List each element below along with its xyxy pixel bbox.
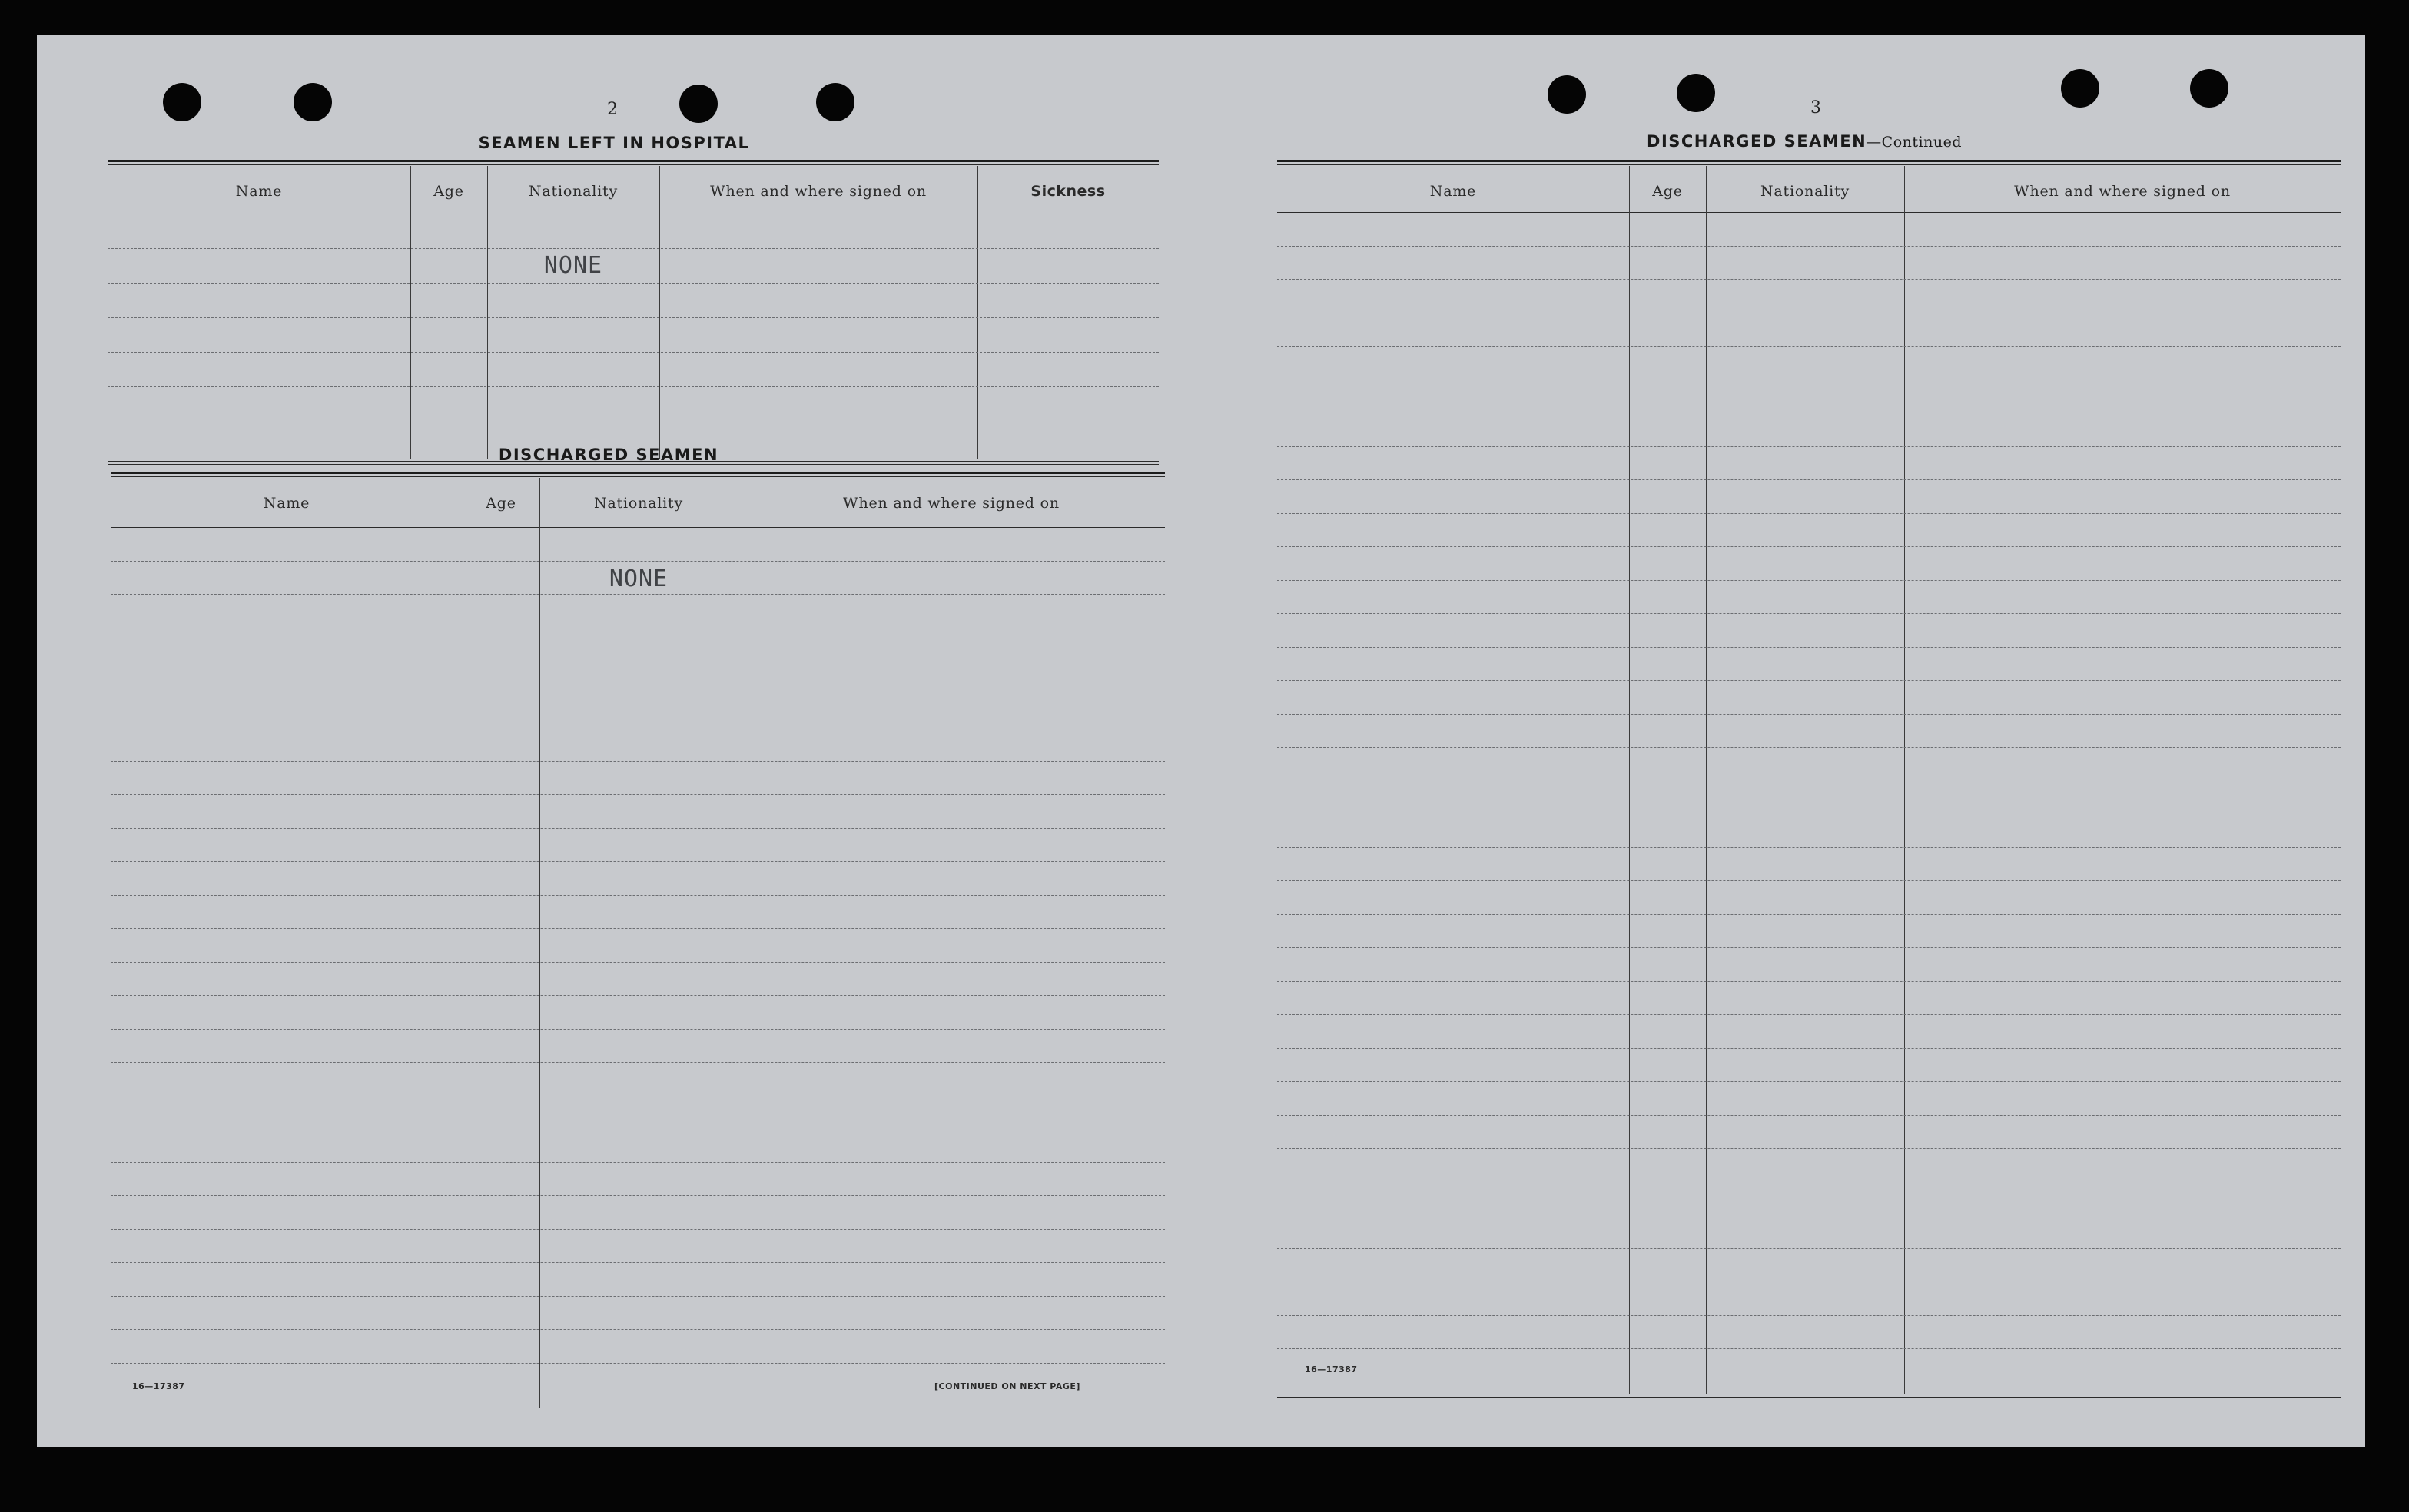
row-rule xyxy=(1277,1014,2341,1015)
discharged-section-title: DISCHARGED SEAMEN xyxy=(498,446,719,464)
column-header-when-where: When and where signed on xyxy=(843,495,1060,512)
discharged-continued-title xyxy=(1647,132,1962,151)
column-divider xyxy=(539,478,540,1408)
column-header-age: Age xyxy=(486,495,516,512)
title-text: DISCHARGED SEAMEN xyxy=(1647,132,1867,151)
column-header-name: Name xyxy=(263,495,310,512)
row-rule xyxy=(111,1329,1165,1330)
page-number: 2 xyxy=(607,100,618,119)
row-rule xyxy=(1277,914,2341,915)
row-rule xyxy=(108,386,1159,387)
row-rule xyxy=(1277,1115,2341,1116)
column-header-nationality: Nationality xyxy=(1760,183,1850,200)
row-rule xyxy=(1277,613,2341,614)
column-header-when-where: When and where signed on xyxy=(710,183,927,200)
row-rule xyxy=(1277,1315,2341,1316)
table-bottom-rule xyxy=(1277,1397,2341,1398)
header-bottom-rule xyxy=(1277,212,2341,213)
page-number: 3 xyxy=(1810,98,1821,118)
row-rule xyxy=(1277,1148,2341,1149)
form-number: 16—17387 xyxy=(1305,1364,1358,1374)
row-rule xyxy=(1277,513,2341,514)
row-rule xyxy=(1277,747,2341,748)
table-top-rule xyxy=(1277,160,2341,162)
column-divider xyxy=(977,166,978,459)
hospital-section-title: SEAMEN LEFT IN HOSPITAL xyxy=(478,134,750,152)
row-rule xyxy=(111,1363,1165,1364)
row-rule xyxy=(111,1062,1165,1063)
row-rule xyxy=(108,248,1159,249)
column-header-when-where: When and where signed on xyxy=(2014,183,2231,200)
row-rule xyxy=(111,962,1165,963)
table-top-rule xyxy=(1277,164,2341,165)
column-header-nationality: Nationality xyxy=(529,183,618,200)
row-rule xyxy=(111,1195,1165,1196)
row-rule xyxy=(111,594,1165,595)
row-rule xyxy=(108,283,1159,284)
header-bottom-rule xyxy=(111,527,1165,528)
row-rule xyxy=(1277,1348,2341,1349)
row-rule xyxy=(1277,647,2341,648)
discharged-continued-table xyxy=(1277,160,2341,1397)
row-rule xyxy=(111,761,1165,762)
row-rule xyxy=(111,861,1165,862)
row-rule xyxy=(1277,446,2341,447)
row-rule xyxy=(1277,546,2341,547)
table-top-rule xyxy=(111,476,1165,477)
document-spread xyxy=(37,35,2365,1447)
row-rule xyxy=(111,661,1165,662)
row-rule xyxy=(111,1162,1165,1163)
continued-note: [CONTINUED ON NEXT PAGE] xyxy=(934,1381,1080,1391)
row-rule xyxy=(111,928,1165,929)
row-rule xyxy=(111,794,1165,795)
column-divider xyxy=(487,166,488,459)
row-rule xyxy=(1277,246,2341,247)
form-number: 16—17387 xyxy=(132,1381,185,1391)
row-rule xyxy=(111,561,1165,562)
title-suffix: —Continued xyxy=(1866,134,1962,151)
column-header-sickness: Sickness xyxy=(1030,183,1106,200)
row-rule xyxy=(108,352,1159,353)
row-rule xyxy=(1277,279,2341,280)
none-stamp: NONE xyxy=(609,565,669,592)
row-rule xyxy=(111,895,1165,896)
row-rule xyxy=(111,1029,1165,1030)
column-divider xyxy=(659,166,660,459)
row-rule xyxy=(111,995,1165,996)
column-header-age: Age xyxy=(1652,183,1683,200)
column-header-name: Name xyxy=(1429,183,1477,200)
row-rule xyxy=(1277,1048,2341,1049)
table-top-rule xyxy=(108,160,1159,162)
row-rule xyxy=(1277,981,2341,982)
table-top-rule xyxy=(108,164,1159,165)
row-rule xyxy=(1277,714,2341,715)
row-rule xyxy=(1277,680,2341,681)
column-header-age: Age xyxy=(433,183,464,200)
column-header-nationality: Nationality xyxy=(594,495,683,512)
row-rule xyxy=(1277,1081,2341,1082)
row-rule xyxy=(1277,479,2341,480)
row-rule xyxy=(111,1229,1165,1230)
hospital-table xyxy=(108,160,1159,464)
none-stamp: NONE xyxy=(543,252,603,279)
row-rule xyxy=(1277,580,2341,581)
row-rule xyxy=(1277,880,2341,881)
row-rule xyxy=(1277,847,2341,848)
table-bottom-rule xyxy=(108,464,1159,465)
column-divider xyxy=(410,166,411,459)
row-rule xyxy=(111,1296,1165,1297)
left-page xyxy=(37,35,1190,1447)
row-rule xyxy=(111,828,1165,829)
row-rule xyxy=(108,317,1159,318)
right-page xyxy=(1236,35,2365,1447)
discharged-table xyxy=(111,472,1165,1411)
table-top-rule xyxy=(111,472,1165,474)
row-rule xyxy=(1277,1248,2341,1249)
row-rule xyxy=(1277,947,2341,948)
column-header-name: Name xyxy=(235,183,283,200)
row-rule xyxy=(111,1262,1165,1263)
